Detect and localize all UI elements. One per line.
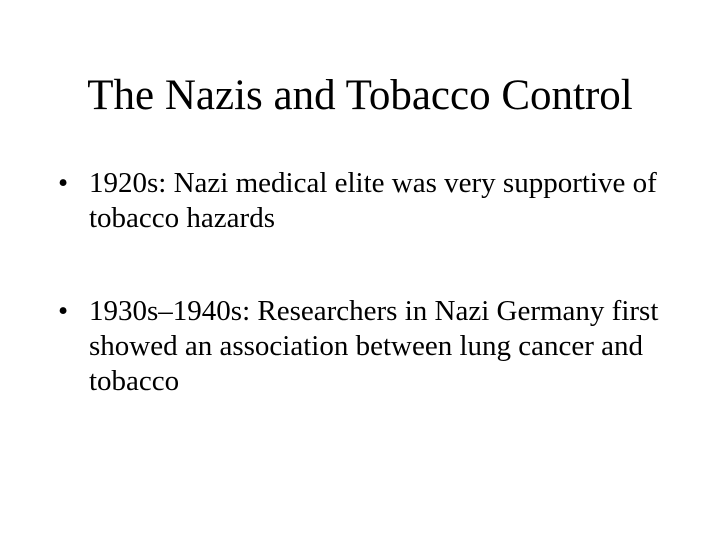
bullet-text-1920s: 1920s: Nazi medical elite was very supportive of tobacco hazards (89, 167, 657, 234)
bullet-list (58, 166, 678, 399)
bullet-text-1930s-1940s: 1930s–1940s: Researchers in Nazi Germany first showed an association between lung cancer and tobacco (89, 295, 659, 397)
bullet-marker: • (58, 295, 69, 327)
bullet-item-1920s (58, 166, 678, 236)
slide-title: The Nazis and Tobacco Control (87, 72, 633, 119)
bullet-marker: • (58, 167, 69, 199)
bullet-item-1930s-1940s (58, 294, 678, 399)
